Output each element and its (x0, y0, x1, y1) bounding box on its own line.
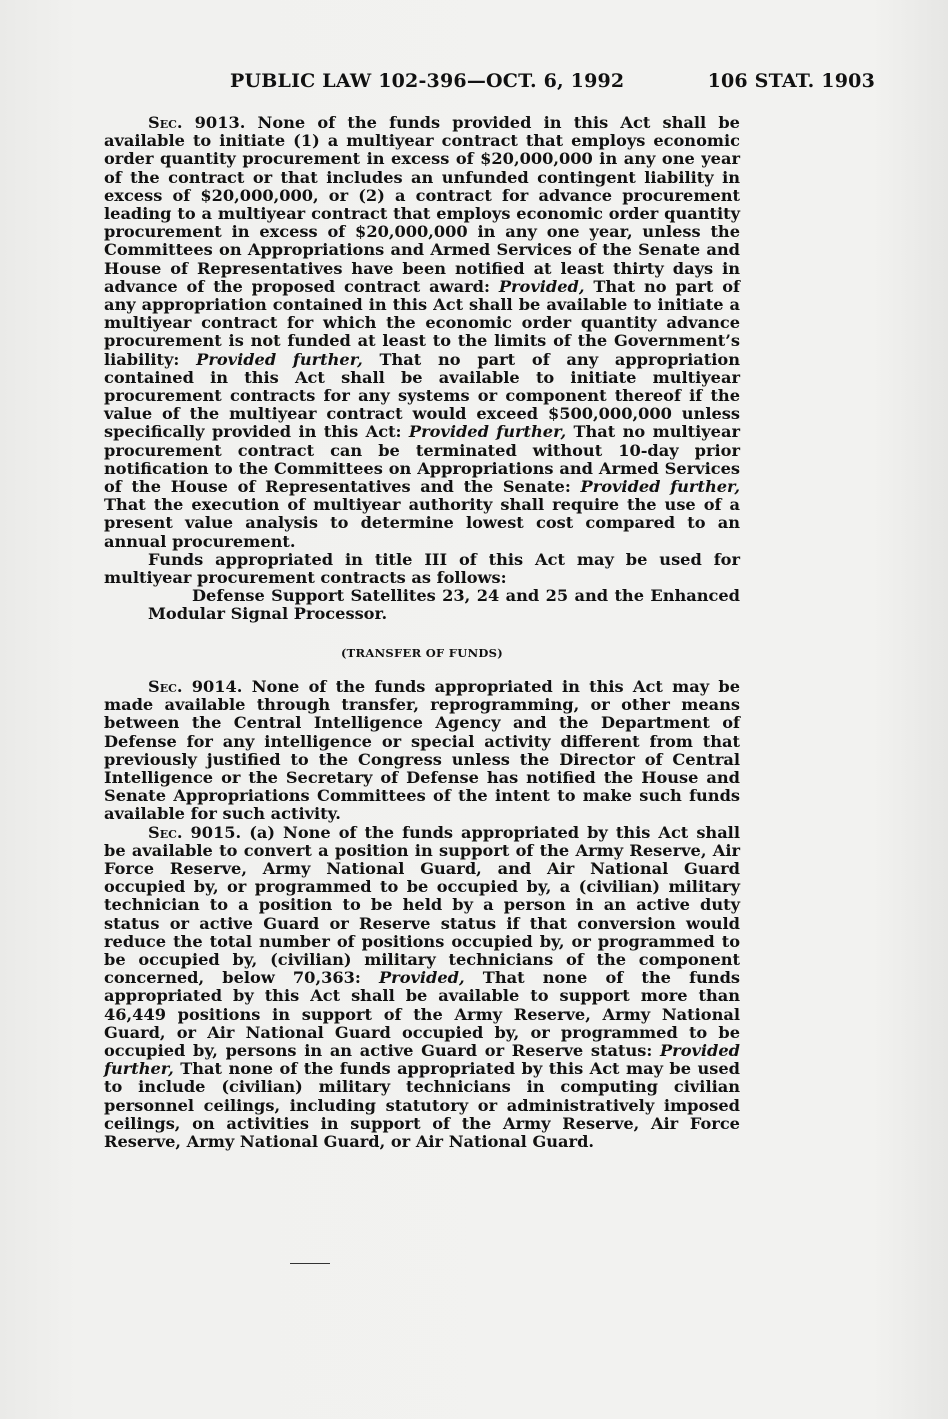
transfer-of-funds-heading: (TRANSFER OF FUNDS) (340, 645, 504, 660)
section-label: Sec. 9014. (148, 676, 243, 696)
section-9013: Sec. 9013. None of the funds provided in this Act shall be available to initiate (1) a multiyear contract that employs economic order quantity procurement in excess of $20,000,000 in any one year of the contract or that includes an unfunded contingent liability in excess of $20,000,000, or (2) a contract for advance procurement leading to a multiyear contract that employs economic order quantity procurement in excess of $20,000,000 in any one year, unless the Committees on Appropriations and Armed Services of the Senate and House of Representatives have been notified at least thirty days in advance of the proposed contract award: Provided, That no part of any appropriation contained in this Act shall be available to initiate a multiyear contract for which the economic order quantity advance procurement is not funded at least to the limits of the Government’s liability: Provided further, That no part of any appropriation contained in this Act shall be available to initiate multiyear procurement contracts for any systems or component thereof if the value of the multiyear contract would exceed $500,000,000 unless specifically provided in this Act: Provided further, That no multiyear procurement contract can be terminated without 10-day prior notification to the Committees on Appropriations and Armed Services of the House of Representatives and the Senate: Provided further, That the execution of multiyear authority shall require the use of a present value analysis to determine lowest cost compared to an annual procurement. (104, 113, 740, 551)
satellites-paragraph: Defense Support Satellites 23, 24 and 25 and the Enhanced Modular Signal Processor. (148, 586, 740, 624)
document-body (104, 114, 740, 1151)
funds-paragraph: Funds appropriated in title III of this Act may be used for multiyear procurement contracts as follows: (104, 549, 740, 588)
section-9015: Sec. 9015. (a) None of the funds appropriated by this Act shall be available to convert a position in support of the Army Reserve, Air Force Reserve, Army National Guard, and Air National Guard occupied by, or programmed to be occupied by, a (civilian) military technician to a position to be held by a person in an active duty status or active Guard or Reserve status if that conversion would reduce the total number of positions occupied by, or programmed to be occupied by, (civilian) military technicians of the component concerned, below 70,363: Provided, That none of the funds appropriated by this Act shall be available to support more than 46,449 positions in support of the Army Reserve, Army National Guard, or Air National Guard occupied by, or programmed to be occupied by, persons in an active Guard or Reserve status: Provided further, That none of the funds appropriated by this Act may be used to include (civilian) military technicians in computing civilian personnel ceilings, including statutory or administratively imposed ceilings, on activities in support of the Army Reserve, Air Force Reserve, Army National Guard, or Air National Guard. (104, 822, 740, 1151)
header-public-law: PUBLIC LAW 102-396—OCT. 6, 1992 (230, 70, 625, 92)
section-label: Sec. 9015. (148, 822, 242, 842)
footer-rule (290, 1263, 330, 1264)
header-stat-page: 106 STAT. 1903 (707, 70, 875, 92)
section-9014: Sec. 9014. None of the funds appropriated in this Act may be made available through transfer, reprogramming, or other means between the Central Intelligence Agency and the Department of Defense for any intelligence or special activity different from that previously justified to the Congress unless the Director of Central Intelligence or the Secretary of Defense has notified the House and Senate Appropriations Committees of the intent to make such funds available for such activity. (104, 676, 740, 824)
section-label: Sec. 9013. (148, 113, 246, 132)
